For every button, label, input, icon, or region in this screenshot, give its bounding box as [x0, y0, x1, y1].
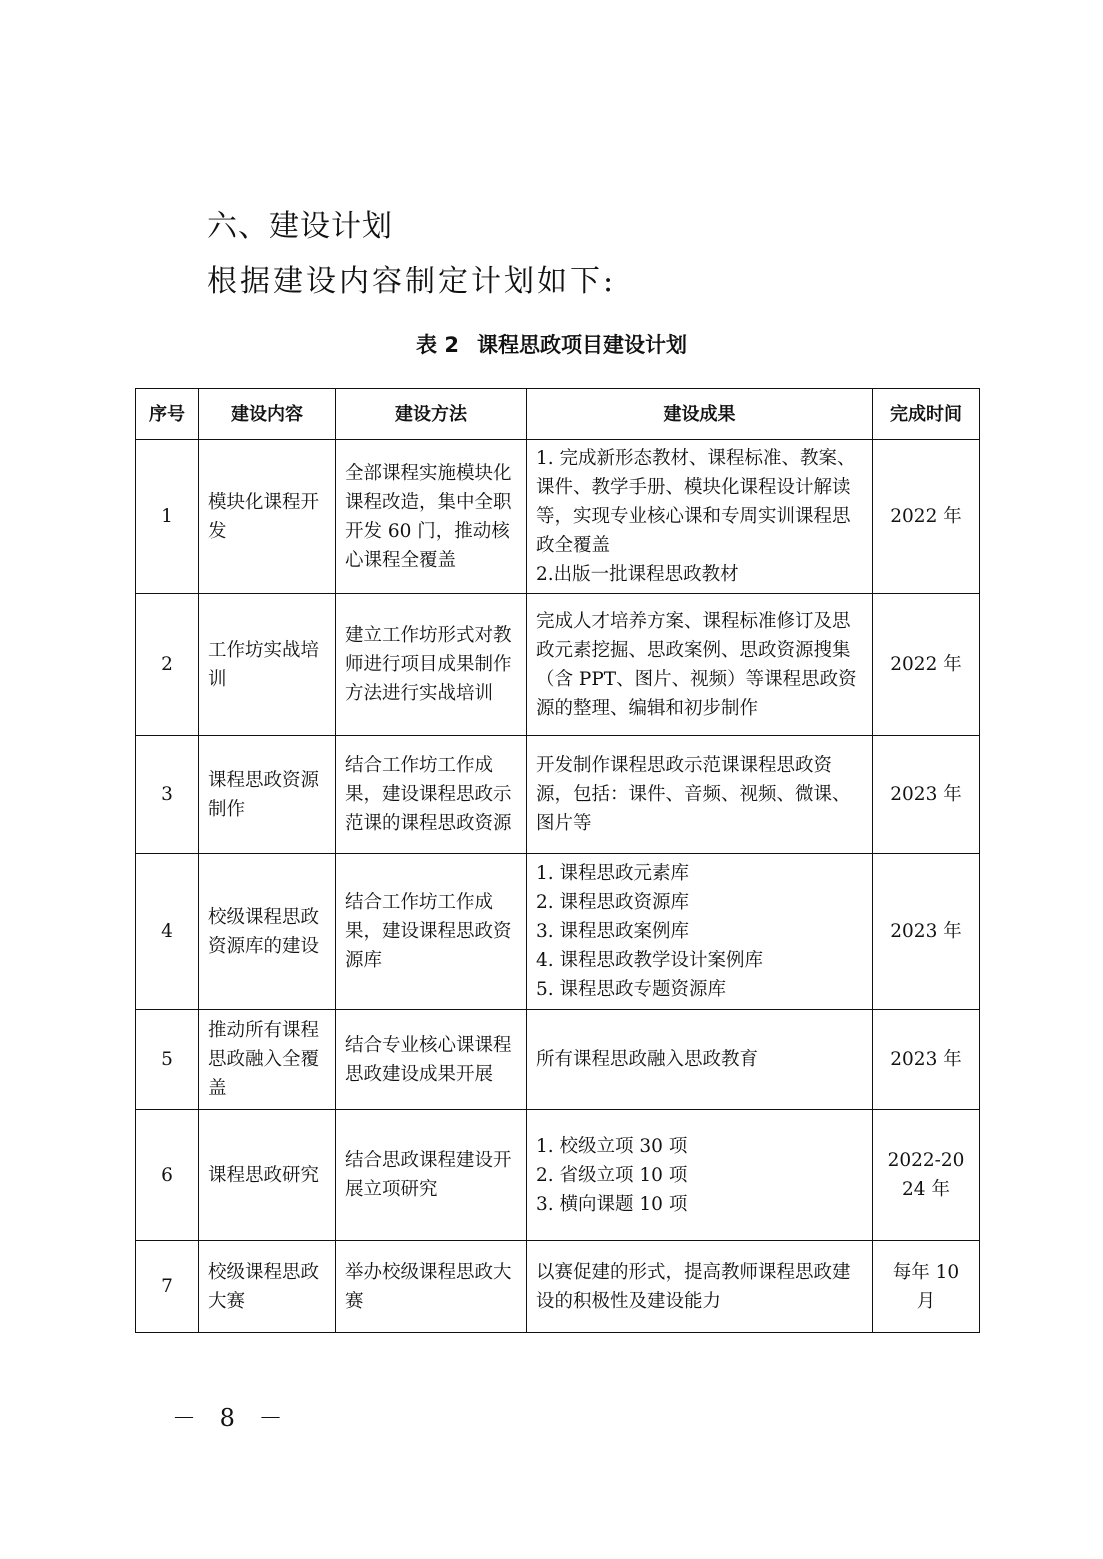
table-title [0, 330, 1103, 360]
result-line: 5. 课程思政专题资源库 [536, 979, 727, 1000]
result-line: 3. 课程思政案例库 [536, 921, 690, 942]
row-time: 2023 年 [873, 854, 980, 1010]
row-method: 建立工作坊形式对教师进行项目成果制作方法进行实战培训 [336, 594, 527, 736]
result-line: 开发制作课程思政示范课课程思政资源，包括：课件、音频、视频、微课、图片等 [536, 755, 851, 834]
row-results [527, 854, 873, 1010]
header-no: 序号 [136, 389, 199, 440]
result-line: 1. 完成新形态教材、课程标准、教案、课件、教学手册、模块化课程设计解读等，实现专业核心课和专周实训课程思政全覆盖 [536, 448, 856, 556]
row-number: 1 [136, 440, 199, 594]
result-line: 1. 课程思政元素库 [536, 863, 690, 884]
row-time: 每年 10 月 [873, 1241, 980, 1333]
row-method: 结合工作坊工作成果，建设课程思政示范课的课程思政资源 [336, 736, 527, 854]
row-content: 校级课程思政大赛 [199, 1241, 336, 1333]
table-number: 表 2 [416, 333, 459, 357]
header-results: 建设成果 [527, 389, 873, 440]
row-content: 工作坊实战培训 [199, 594, 336, 736]
row-content: 校级课程思政资源库的建设 [199, 854, 336, 1010]
row-results [527, 440, 873, 594]
table-header-row [136, 389, 980, 440]
row-results [527, 1010, 873, 1110]
row-content: 模块化课程开发 [199, 440, 336, 594]
table-title-text: 课程思政项目建设计划 [476, 333, 687, 357]
row-method: 结合工作坊工作成果，建设课程思政资源库 [336, 854, 527, 1010]
row-number: 4 [136, 854, 199, 1010]
table-row [136, 736, 980, 854]
result-line: 1. 校级立项 30 项 [536, 1135, 688, 1157]
table-row [136, 854, 980, 1010]
row-time: 2023 年 [873, 736, 980, 854]
row-content: 课程思政研究 [199, 1110, 336, 1241]
header-method: 建设方法 [336, 389, 527, 440]
result-line: 所有课程思政融入思政教育 [536, 1049, 759, 1070]
table-row [136, 1110, 980, 1241]
row-method: 全部课程实施模块化课程改造，集中全职开发 60 门，推动核心课程全覆盖 [336, 440, 527, 594]
row-number: 7 [136, 1241, 199, 1333]
table-row [136, 1010, 980, 1110]
row-results [527, 594, 873, 736]
row-results [527, 1241, 873, 1333]
result-line: 以赛促建的形式，提高教师课程思政建设的积极性及建设能力 [536, 1261, 851, 1312]
result-line: 2. 课程思政资源库 [536, 892, 690, 913]
result-line: 3. 横向课题 10 项 [536, 1193, 688, 1215]
header-content: 建设内容 [199, 389, 336, 440]
row-time: 2023 年 [873, 1010, 980, 1110]
row-content: 课程思政资源制作 [199, 736, 336, 854]
result-line: 完成人才培养方案、课程标准修订及思政元素挖掘、思政案例、思政资源搜集（含 PPT、图片、视频）等课程思政资源的整理、编辑和初步制作 [536, 610, 857, 719]
result-line: 2.出版一批课程思政教材 [536, 564, 739, 585]
row-method: 举办校级课程思政大赛 [336, 1241, 527, 1333]
row-results [527, 1110, 873, 1241]
row-number: 3 [136, 736, 199, 854]
row-number: 2 [136, 594, 199, 736]
table-row [136, 594, 980, 736]
header-time: 完成时间 [873, 389, 980, 440]
result-line: 2. 省级立项 10 项 [536, 1164, 688, 1186]
row-time: 2022 年 [873, 440, 980, 594]
row-content: 推动所有课程思政融入全覆盖 [199, 1010, 336, 1110]
row-number: 6 [136, 1110, 199, 1241]
intro-text: 根据建设内容制定计划如下: [207, 264, 617, 299]
row-results [527, 736, 873, 854]
table-row [136, 440, 980, 594]
row-method: 结合专业核心课课程思政建设成果开展 [336, 1010, 527, 1110]
row-number: 5 [136, 1010, 199, 1110]
plan-table [135, 388, 980, 1333]
row-method: 结合思政课程建设开展立项研究 [336, 1110, 527, 1241]
section-heading: 六、建设计划 [207, 209, 393, 244]
result-line: 4. 课程思政教学设计案例库 [536, 950, 764, 971]
table-row [136, 1241, 980, 1333]
row-time: 2022-2024 年 [873, 1110, 980, 1241]
page-number: － 8 － [172, 1404, 291, 1432]
row-time: 2022 年 [873, 594, 980, 736]
